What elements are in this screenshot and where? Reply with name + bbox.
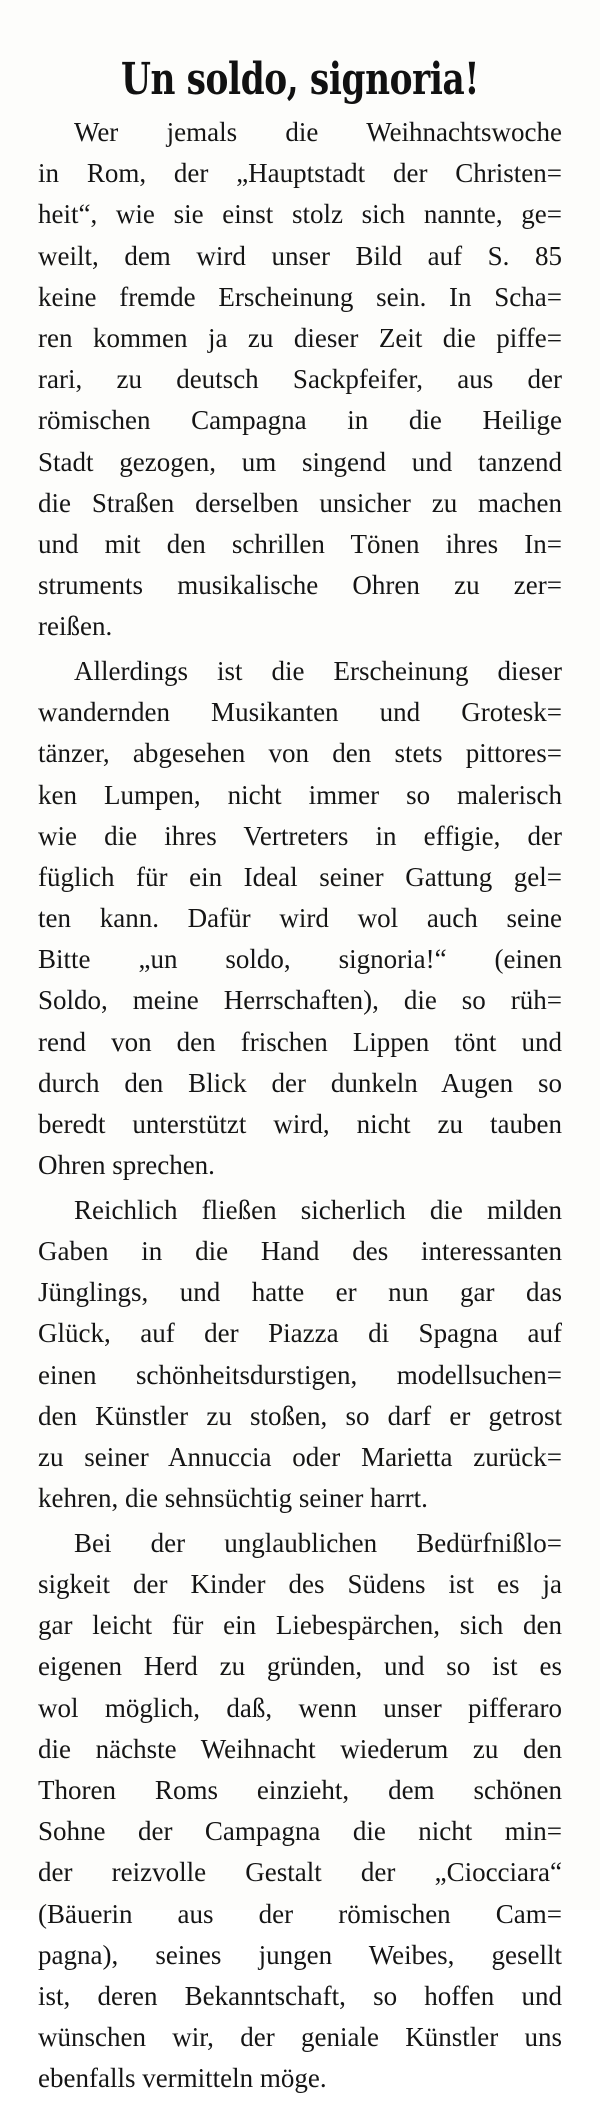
text-line: in Rom, der „Hauptstadt der Christen=	[38, 158, 562, 189]
text-line: durch den Blick der dunkeln Augen so	[38, 1067, 562, 1098]
text-line: weilt, dem wird unser Bild auf S. 85	[38, 240, 562, 271]
text-line: Jünglings, und hatte er nun gar das	[38, 1277, 562, 1308]
text-line: füglich für ein Ideal seiner Gattung gel=	[38, 861, 562, 892]
text-line: wie die ihres Vertreters in effigie, der	[38, 820, 562, 851]
text-line: (Bäuerin aus der römischen Cam=	[38, 1898, 562, 1929]
text-line: die Straßen derselben unsicher zu machen	[38, 487, 562, 518]
text-line: keine fremde Erscheinung sein. In Scha=	[38, 281, 562, 312]
text-line: und mit den schrillen Tönen ihres In=	[38, 528, 562, 559]
text-line: beredt unterstützt wird, nicht zu tauben	[38, 1109, 562, 1139]
text-line: Stadt gezogen, um singend und tanzend	[38, 446, 562, 477]
text-line: Soldo, meine Herrschaften), die so rüh=	[38, 985, 562, 1016]
text-line: einen schönheitsdurstigen, modellsuchen=	[38, 1359, 562, 1390]
text-line: Reichlich fließen sicherlich die milden	[74, 1194, 562, 1225]
text-line: wandernden Musikanten und Grotesk=	[38, 697, 562, 728]
text-line: Allerdings ist die Erscheinung dieser	[74, 655, 562, 686]
text-line: rend von den frischen Lippen tönt und	[38, 1026, 562, 1057]
text-line: wünschen wir, der geniale Künstler uns	[38, 2022, 562, 2053]
text-line: gar leicht für ein Liebespärchen, sich den	[38, 1610, 562, 1641]
paragraph-3	[38, 1190, 562, 1520]
text-line: Bei der unglaublichen Bedürfnißlo=	[74, 1527, 562, 1558]
article-body	[38, 112, 562, 2103]
article-title: Un soldo, signoria!	[120, 54, 480, 105]
text-line: zu seiner Annuccia oder Marietta zurück=	[38, 1442, 562, 1472]
text-line: ebenfalls vermitteln möge.	[38, 2063, 327, 2094]
text-line: struments musikalische Ohren zu zer=	[38, 570, 562, 601]
text-line: Wer jemals die Weihnachtswoche	[74, 117, 562, 147]
text-line: Gaben in die Hand des interessanten	[38, 1236, 562, 1267]
paragraph-1	[38, 112, 562, 647]
text-line: Bitte „un soldo, signoria!“ (einen	[38, 944, 562, 975]
text-line: den Künstler zu stoßen, so darf er getrost	[38, 1400, 562, 1431]
text-line: tänzer, abgesehen von den stets pittores=	[38, 738, 562, 769]
text-line: kehren, die sehnsüchtig seiner harrt.	[38, 1483, 428, 1514]
paragraph-2	[38, 651, 562, 1186]
paragraph-4	[38, 1523, 562, 2100]
text-line: Ohren sprechen.	[38, 1150, 215, 1181]
text-line: sigkeit der Kinder des Südens ist es ja	[38, 1569, 562, 1600]
text-line: römischen Campagna in die Heilige	[38, 405, 562, 436]
text-line: Sohne der Campagna die nicht min=	[38, 1816, 562, 1847]
text-line: pagna), seines jungen Weibes, gesellt	[38, 1939, 562, 1970]
text-line: ist, deren Bekanntschaft, so hoffen und	[38, 1980, 562, 2011]
text-line: der reizvolle Gestalt der „Ciocciara“	[38, 1857, 562, 1888]
text-line: ren kommen ja zu dieser Zeit die piffe=	[38, 322, 562, 353]
text-line: wol möglich, daß, wenn unser pifferaro	[38, 1692, 562, 1723]
text-line: reißen.	[38, 611, 113, 642]
text-line: die nächste Weihnacht wiederum zu den	[38, 1733, 562, 1764]
text-line: ken Lumpen, nicht immer so malerisch	[38, 779, 562, 810]
text-line: rari, zu deutsch Sackpfeifer, aus der	[38, 364, 562, 395]
text-line: Thoren Roms einzieht, dem schönen	[38, 1775, 562, 1805]
text-line: ten kann. Dafür wird wol auch seine	[38, 903, 562, 934]
text-line: eigenen Herd zu gründen, und so ist es	[38, 1651, 562, 1682]
text-line: Glück, auf der Piazza di Spagna auf	[38, 1318, 562, 1349]
text-line: heit“, wie sie einst stolz sich nannte, ge=	[38, 199, 562, 230]
